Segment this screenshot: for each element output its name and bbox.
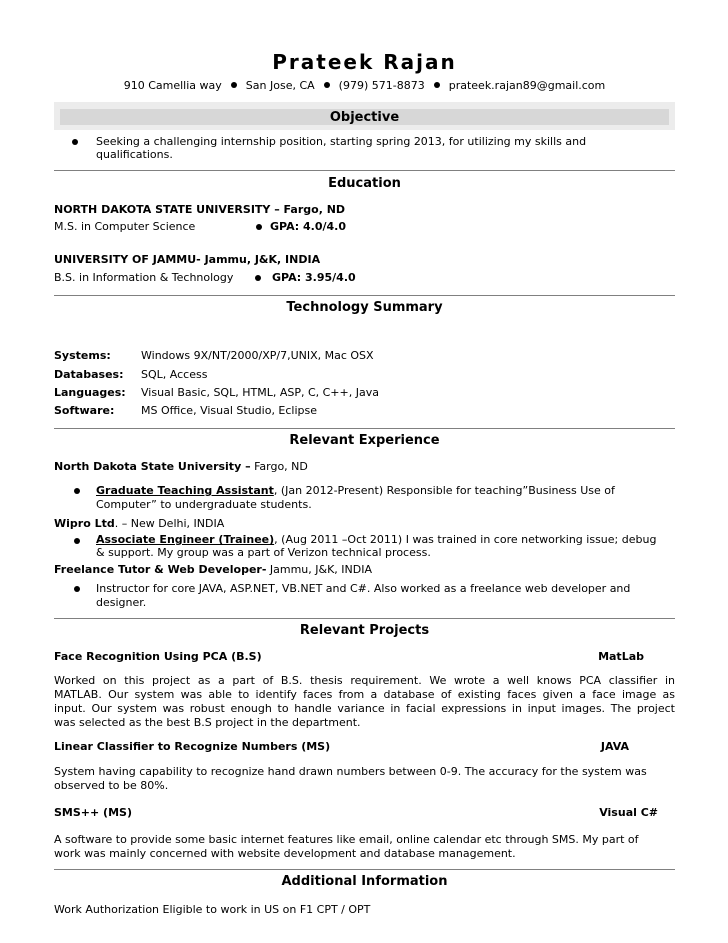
project-desc-line: A software to provide some basic internet features like email, online calendar etc through SMS. My part of: [54, 833, 639, 846]
contact-line: [54, 79, 675, 92]
role-title: Graduate Teaching Assistant: [96, 484, 274, 497]
tech-value: MS Office, Visual Studio, Eclipse: [141, 404, 318, 417]
gta-role-line1: Graduate Teaching Assistant, (Jan 2012-Present) Responsible for teaching”Business Use of: [96, 484, 615, 497]
project-tech: MatLab: [598, 650, 644, 663]
project-name: Face Recognition Using PCA (B.S): [54, 650, 262, 663]
employer-wipro: Wipro Ltd. – New Delhi, INDIA: [54, 517, 225, 530]
tech-label: Databases:: [54, 368, 124, 381]
school-name: NORTH DAKOTA STATE UNIVERSITY – Fargo, ND: [54, 203, 346, 216]
tech-label: Languages:: [54, 386, 126, 399]
project-desc-line: was selected as the best B.S project in the department.: [54, 716, 361, 729]
email: prateek.rajan89@gmail.com: [448, 79, 606, 92]
ae-role-line2: & support. My group was a part of Verizon technical process.: [96, 546, 431, 559]
objective-title: Objective: [329, 110, 400, 125]
tech-label: Software:: [54, 404, 115, 417]
gta-role-line2: Computer” to undergraduate students.: [96, 498, 312, 511]
section-divider: [54, 170, 675, 171]
bullet-icon: [74, 586, 80, 592]
tech-value: Windows 9X/NT/2000/XP/7,UNIX, Mac OSX: [141, 349, 374, 362]
additional-text: Work Authorization Eligible to work in US on F1 CPT / OPT: [54, 903, 371, 916]
tech-summary-title: Technology Summary: [286, 300, 443, 315]
freelance-line2: designer.: [96, 596, 147, 609]
project-desc-line: System having capability to recognize hand drawn numbers between 0-9. The accuracy for the system was: [54, 765, 647, 778]
project-name: SMS++ (MS): [54, 806, 132, 819]
project-desc-line: MATLAB. Our system was able to identify faces from a database of existing faces given a face image as: [54, 688, 675, 701]
section-divider: [54, 869, 675, 870]
ae-role-line1: Associate Engineer (Trainee), (Aug 2011 –Oct 2011) I was trained in core networking issue; debug: [96, 533, 657, 546]
freelance-line1: Instructor for core JAVA, ASP.NET, VB.NET and C#. Also worked as a freelance web developer and: [96, 582, 631, 595]
section-divider: [54, 295, 675, 296]
role-title: Associate Engineer (Trainee): [96, 533, 275, 546]
bullet-icon: [324, 82, 330, 88]
bullet-icon: [255, 275, 261, 281]
phone: (979) 571-8873: [338, 79, 425, 92]
project-desc-line: work was mainly concerned with website development and database management.: [54, 847, 516, 860]
bullet-icon: [74, 488, 80, 494]
project-desc-line: observed to be 80%.: [54, 779, 169, 792]
bullet-icon: [231, 82, 237, 88]
tech-label: Systems:: [54, 349, 111, 362]
bullet-icon: [74, 538, 80, 544]
project-tech: JAVA: [600, 740, 629, 753]
employer-ndsu: North Dakota State University – Fargo, ND: [54, 460, 308, 473]
projects-title: Relevant Projects: [299, 623, 430, 638]
school-degree: B.S. in Information & Technology: [54, 271, 234, 284]
tech-value: SQL, Access: [141, 368, 208, 381]
bullet-icon: [434, 82, 440, 88]
school-degree: M.S. in Computer Science: [54, 220, 196, 233]
project-desc-line: Worked on this project as a part of B.S. thesis requirement. We wrote a well knows PCA classifier in: [54, 674, 675, 687]
school-name: UNIVERSITY OF JAMMU- Jammu, J&K, INDIA: [54, 253, 321, 266]
project-name: Linear Classifier to Recognize Numbers (MS): [54, 740, 331, 753]
address: 910 Camellia way: [123, 79, 222, 92]
project-tech: Visual C#: [599, 806, 658, 819]
bullet-icon: [256, 224, 262, 230]
objective-text-line2: qualifications.: [96, 148, 173, 161]
project-desc-line: input. Our system was robust enough to handle variance in facial expressions in input images. The project: [54, 702, 675, 715]
section-divider: [54, 618, 675, 619]
bullet-icon: [72, 139, 78, 145]
experience-title: Relevant Experience: [289, 433, 440, 448]
city: San Jose, CA: [245, 79, 315, 92]
employer-freelance: Freelance Tutor & Web Developer- Jammu, J&K, INDIA: [54, 563, 373, 576]
school-gpa: GPA: 4.0/4.0: [270, 220, 347, 233]
additional-title: Additional Information: [281, 874, 448, 889]
section-divider: [54, 428, 675, 429]
objective-text-line1: Seeking a challenging internship position, starting spring 2013, for utilizing my skills and: [96, 135, 587, 148]
candidate-name: Prateek Rajan: [272, 50, 457, 74]
school-gpa: GPA: 3.95/4.0: [272, 271, 356, 284]
education-title: Education: [328, 176, 401, 191]
tech-value: Visual Basic, SQL, HTML, ASP, C, C++, Java: [141, 386, 379, 399]
